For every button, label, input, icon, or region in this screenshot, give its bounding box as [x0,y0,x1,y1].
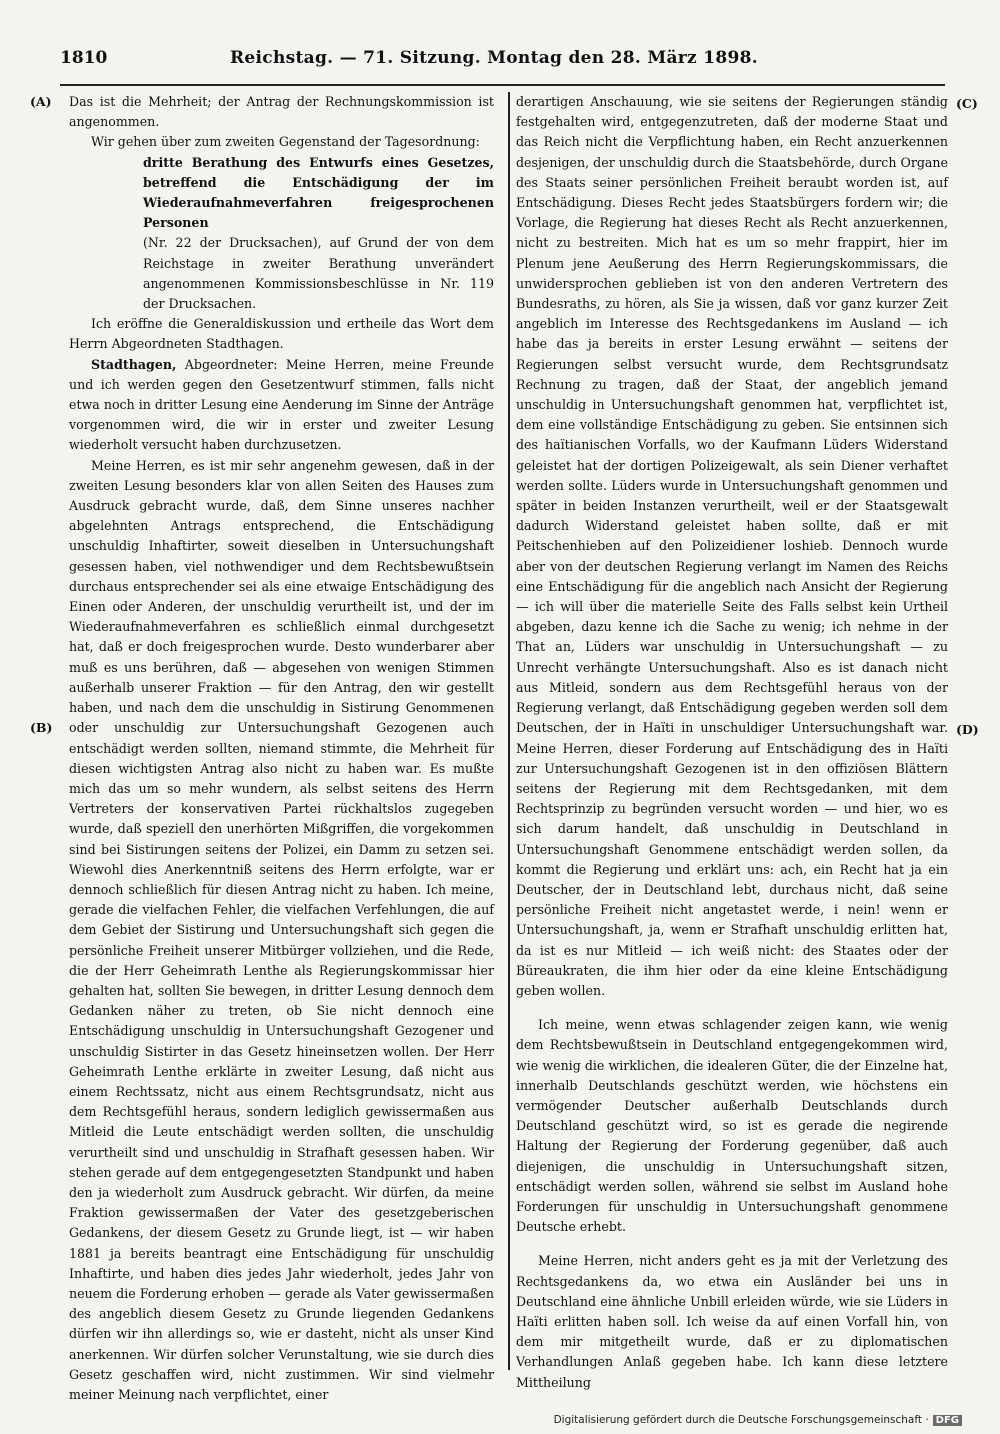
paragraph: Ich meine, wenn etwas schlagender zeigen kann, wie wenig dem Rechtsbewußtsein in Deutschland entgegengekommen wird, wie wenig die wirklichen, die idealeren Güter, die der Einzelne hat, innerhalb Deutschlands geschützt werden, wie höchstens ein vermögender Deutscher außerhalb Deutschlands durch Deutschland geschützt wird, so ist es gerade die negirende Haltung der Regierung der Forderung gegenüber, daß auch diejenigen, die unschuldig in Untersuchungshaft sitzen, entschädigt werden sollen, während sie selbst im Ausland hohe Forderungen für unschuldig in Untersuchungshaft genommene Deutsche erhebt. [516,1017,948,1235]
paragraph: derartigen Anschauung, wie sie seitens der Regierungen ständig festgehalten wird, entgegenzutreten, daß der moderne Staat und das Reich nicht die Verpflichtung haben, ein Recht anzuerkennen desjenigen, der unschuldig durch die Staatsbehörde, durch Organe des Staats seiner persönlichen Freiheit beraubt worden ist, auf Entschädigung. Dieses Recht jedes Staatsbürgers fordern wir; die Vorlage, die Regierung hat dieses Recht als Recht anzuerkennen, nicht zu bestreiten. Mich hat es um so mehr frappirt, hier im Plenum jene Aeußerung des Herrn Regierungskommissars, die unwidersprochen geblieben ist von den anderen Vertretern des Bundesraths, zu hören, als Sie ja wissen, daß vor ganz kurzer Zeit angeblich im Interesse des Rechtsgedankens im Ausland — ich habe das ja bereits in erster Lesung erwähnt — seitens der Regierungen selbst versucht wurde, dem Rechtsgrundsatz Rechnung zu tragen, daß der Staat, der angeblich jemand unschuldig in Untersuchungshaft genommen hat, verpflichtet ist, dem eine vollständige Entschädigung zu geben. Sie entsinnen sich des haïtianischen Vorfalls, wo der Kaufmann Lüders Widerstand geleistet hat der dortigen Polizeigewalt, als sein Diener verhaftet werden sollte. Lüders wurde in Untersuchungshaft genommen und später in beiden Instanzen verurtheilt, weil er der Staatsgewalt dadurch Widerstand geleistet haben sollte, daß er mit Peitschenhieben auf den Polizeidiener loshieb. Dennoch wurde aber von der deutschen Regierung verlangt im Namen des Reichs eine Entschädigung für die angeblich nach Ansicht der Regierung — ich will über die materielle Seite des Falls selbst kein Urtheil abgeben, dazu kenne ich die Sache zu wenig; ich nehme in der That an, Lüders war unschuldig in Untersuchungshaft — zu Unrecht verhängte Untersuchungshaft. Also es ist danach nicht aus Mitleid, sondern aus dem Rechtsgefühl heraus von der Regierung verlangt, daß Entschädigung gegeben werden soll dem Deutschen, der in Haïti in unschuldiger Untersuchungshaft war. Meine Herren, dieser Forderung auf Entschädigung des in Haïti zur Untersuchungshaft Gezogenen ist in den offiziösen Blättern seitens der Regierung mit dem Rechtsgedanken, mit dem Rechtsprinzip zu begründen versucht worden — und hier, wo es sich darum handelt, daß unschuldig in Deutschland in Untersuchungshaft Genommene entschädigt werden sollen, da kommt die Regierung und erklärt uns: ach, ein Recht hat ja ein Deutscher, der in Deutschland lebt, durchaus nicht, daß seine persönliche Freiheit nicht angetastet werde, i nein! wenn er Untersuchungshaft, ja, wenn er Strafhaft unschuldig erlitten hat, da ist es nur Mitleid — ich weiß nicht: des Staates oder der Büreaukraten, die ihm hier oder da eine kleine Entschädigung geben wollen. [516,94,948,998]
paragraph: Ich eröffne die Generaldiskussion und ertheile das Wort dem Herrn Abgeordneten Stadthagen. [69,316,494,352]
margin-marker-d: (D) [956,722,979,737]
column-divider [508,92,510,1370]
digitization-credit [554,1414,962,1426]
right-column [516,92,948,1390]
paragraph: Wir gehen über zum zweiten Gegenstand der Tagesordnung: [91,134,480,150]
margin-marker-c: (C) [956,96,978,111]
paragraph: Meine Herren, es ist mir sehr angenehm gewesen, daß in der zweiten Lesung besonders klar von allen Seiten des Hauses zum Ausdruck gebracht wurde, daß, dem Sinne unseres nachher abgelehnten Antrags entsprechend, die Entschädigung unschuldig Inhaftirter, soweit dieselben in Untersuchungshaft gesessen haben, viel nothwendiger und dem Rechtsbewußtsein durchaus entsprechender sei als eine etwaige Entschädigung des Einen oder Anderen, der unschuldig verurtheilt ist, und der im Wiederaufnahmeverfahren es schließlich einmal durchgesetzt hat, daß er doch freigesprochen wurde. Desto wunderbarer aber muß es uns berühren, daß — abgesehen von wenigen Stimmen außerhalb unserer Fraktion — für den Antrag, den wir gestellt haben, und nach dem die unschuldig in Sistirung Genommenen oder unschuldig zur Untersuchungshaft Gezogenen auch entschädigt werden sollten, niemand stimmte, die Mehrheit für diesen wichtigsten Antrag also nicht zu haben war. Es mußte mich das um so mehr wundern, als selbst seitens des Herrn Vertreters der konservativen Partei rückhaltslos zugegeben wurde, daß speziell den unerhörten Mißgriffen, die vorgekommen sind bei Sistirungen seitens der Polizei, ein Damm zu setzen sei. Wiewohl dies Anerkenntniß seitens des Herrn erfolgte, war er dennoch schließlich für diesen Antrag nicht zu haben. Ich meine, gerade die vielfachen Fehler, die vielfachen Verfehlungen, die auf dem Gebiet der Sistirung und Untersuchungshaft sich gegen die persönliche Freiheit unserer Mitbürger vollziehen, und die Rede, die der Herr Geheimrath Lenthe als Regierungskommissar hier gehalten hat, sollten Sie bewegen, in dritter Lesung dennoch dem Gedanken näher zu treten, ob Sie nicht dennoch eine Entschädigung unschuldig in Untersuchungshaft Gezogener und unschuldig Sistirter in das Gesetz hineinsetzen wollen. Der Herr Geheimrath Lenthe erklärte in zweiter Lesung, daß nicht aus einem Rechtssatz, nicht aus einem Rechtsgrundsatz, nicht aus dem Rechtsgefühl heraus, sondern lediglich gewissermaßen aus Mitleid die Leute entschädigt werden sollten, die unschuldig verurtheilt sind und unschuldig in Strafhaft gesessen haben. Wir stehen gerade auf dem entgegengesetzten Standpunkt und haben den ja wiederholt zum Ausdruck gebracht. Wir dürfen, da meine Fraktion gewissermaßen der Vater des gesetzgeberischen Gedankens, der diesem Gesetz zu Grunde liegt, ist — wir haben 1881 ja bereits beantragt eine Entschädigung für unschuldig Inhaftirte, und haben dies jedes Jahr wiederholt, jedes Jahr von neuem die Forderung erhoben — gerade als Vater gewissermaßen des angeblich diesem Gesetz zu Grunde liegenden Gedankens dürfen wir ihn allerdings so, wie er dasteht, nicht als unser Kind anerkennen. Wir dürfen solcher Verunstaltung, wie sie durch dies Gesetz geschaffen wird, nicht zustimmen. Wir sind vielmehr meiner Meinung nach verpflichtet, einer [69,457,494,1402]
agenda-item-reference: (Nr. 22 der Drucksachen), auf Grund der von dem Reichstage in zweiter Berathung unverändert angenommenen Kommissionsbeschlüsse in Nr. 119 der Drucksachen. [143,235,494,312]
left-column [69,92,494,1402]
dfg-logo-icon: DFG [933,1415,962,1426]
page-header [60,44,940,74]
margin-marker-a: (A) [30,94,52,109]
speech-opening [69,355,494,456]
speaker-name: Stadthagen, [91,356,177,372]
header-rule [60,84,945,86]
agenda-item-title: dritte Berathung des Entwurfs eines Gesetzes, betreffend die Entschädigung der im Wiederaufnahmeverfahren freigesprochenen Personen [143,154,494,231]
paragraph: Meine Herren, nicht anders geht es ja mit der Verletzung des Rechtsgedankens da, wo etwa ein Ausländer bei uns in Deutschland eine ähnliche Unbill erleiden würde, wie sie Lüders in Haïti erlitten haben soll. Ich weise da auf einen Vorfall hin, von dem mir mitgetheilt wurde, daß er zu diplomatischen Verhandlungen Anlaß gegeben habe. Ich kann diese letztere Mittheilung [516,1253,948,1390]
margin-marker-b: (B) [30,720,53,735]
paragraph: Das ist die Mehrheit; der Antrag der Rechnungskommission ist angenommen. [69,94,494,130]
running-title: Reichstag. — 71. Sitzung. Montag den 28. März 1898. [230,48,758,68]
speech-text: Abgeordneter: Meine Herren, meine Freunde und ich werden gegen den Gesetzentwurf stimmen, falls nicht etwa noch in dritter Lesung eine Aenderung im Sinne der Anträge vorgenommen wird, die wir in erster und zweiter Lesung wiederholt versucht haben durchzusetzen. [69,356,494,453]
credit-text: Digitalisierung gefördert durch die Deutsche Forschungsgemeinschaft · [553,1414,929,1426]
page-number: 1810 [60,48,108,68]
